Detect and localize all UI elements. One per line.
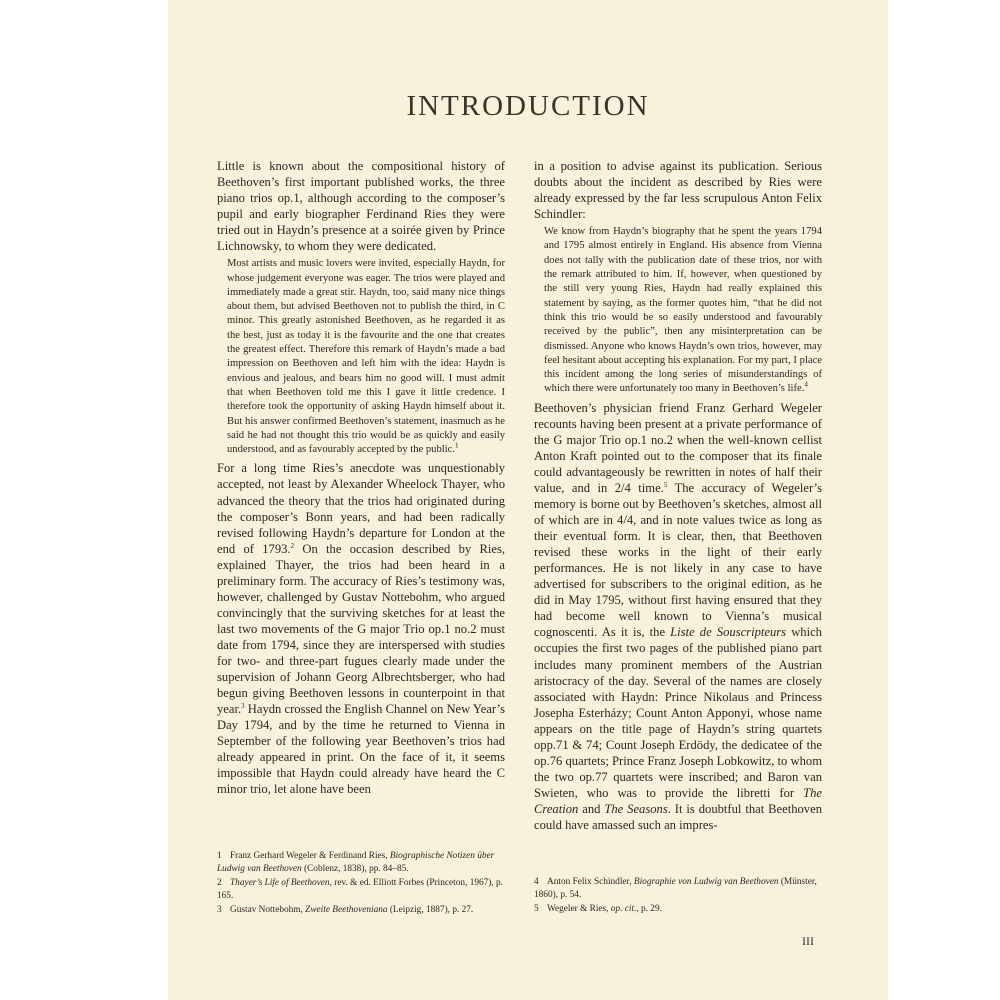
footnote-number: 3 — [217, 905, 222, 915]
quote-text: Most artists and music lovers were invited, especially Haydn, for whose judgement everyone was eager. The trios were played and immediately made a great stir. Haydn, too, said many nice things about them, but advised Beethoven not to publish the third, in C minor. This greatly astonished Beethoven, as he regarded it as the best, just as today it is the favourite and the one that creates the greatest effect. Therefore this remark of Haydn’s made a bad impression on Beethoven and left him with the idea: Haydn is envious and jealous, and bears him no good will. I must admit that when Beethoven told me this I gave it little credence. I therefore took the opportunity of asking Haydn himself about it. But his answer confirmed Beethoven’s statement, inasmuch as he said he had not thought this trio would be as quickly and easily understood, and as favourably accepted by the public. — [227, 258, 505, 456]
footnote-number: 4 — [534, 877, 539, 887]
footnote-text: (Münster, 1860), p. 54. — [534, 877, 817, 900]
footnote-number: 2 — [217, 878, 222, 888]
footnote-title: op. cit. — [610, 904, 637, 914]
footnote-text: , rev. & ed. Elliott Forbes (Princeton, 1967), p. 165. — [217, 878, 504, 901]
footnote — [217, 877, 507, 903]
right-column — [534, 158, 822, 833]
block-quote — [227, 257, 505, 457]
book-page — [168, 0, 888, 1000]
italic-title: The Seasons — [604, 801, 668, 816]
footnote-text: Anton Felix Schindler, — [547, 877, 634, 887]
footnote-text: Wegeler & Ries, — [547, 904, 611, 914]
block-quote — [544, 225, 822, 397]
paragraph — [217, 460, 505, 797]
paragraph-text: Haydn crossed the English Channel on New Year’s Day 1794, and by the time he returned to Vienna in September of the following year Beethoven’s trios had already appeared in print. On the face of it, it seems impossible that Haydn could already have heard the C minor trio, let alone have been — [217, 702, 505, 797]
paragraph-text: On the occasion described by Ries, explained Thayer, the trios had been heard in a preliminary form. The accuracy of Ries’s testimony was, however, challenged by Gustav Nottebohm, who argued convincingly that the surviving sketches for at least the last two movements of the G major Trio op.1 no.2 must date from 1794, since they are interspersed with studies for two- and three-part fugues clearly made under the supervision of Johann Georg Albrechtsberger, who had begun giving Beethoven lessons in counterpoint in that year. — [217, 541, 505, 717]
left-column — [217, 158, 505, 797]
footnote — [534, 903, 824, 916]
paragraph: Little is known about the compositional history of Beethoven’s first important published works, the three piano trios op.1, although according to the composer’s pupil and early biographer Ferdinand Ries they were tried out in Haydn’s presence at a soirée given by Prince Lichnowsky, to whom they were dedicated. — [217, 159, 505, 254]
footnotes-left — [217, 850, 507, 918]
footnote — [534, 876, 824, 902]
footnote — [217, 850, 507, 876]
page-title: INTRODUCTION — [406, 90, 650, 122]
footnote-text: (Leipzig, 1887), p. 27. — [387, 905, 474, 915]
footnote-text: (Coblenz, 1838), pp. 84–85. — [301, 864, 409, 874]
paragraph — [534, 400, 822, 833]
paragraph-text: . It is doubtful that Beethoven could have amassed such an impres- — [534, 801, 822, 832]
footnote-ref: 4 — [804, 380, 808, 389]
footnote-text: , p. 29. — [636, 904, 662, 914]
footnote-ref: 1 — [454, 441, 459, 450]
footnote-text: Franz Gerhard Wegeler & Ferdinand Ries, — [230, 851, 390, 861]
paragraph-text: For a long time Ries’s anecdote was unquestionably accepted, not least by Alexander Wheelock Thayer, who advanced the theory that the trios had originated during the composer’s Bonn years, and had been radically revised following Haydn’s departure for London at the end of 1793. — [217, 461, 505, 556]
page-number: III — [802, 934, 814, 948]
paragraph: in a position to advise against its publication. Serious doubts about the incident as described by Ries were already expressed by the far less scrupulous Anton Felix Schindler: — [534, 159, 822, 222]
footnote-text: Gustav Nottebohm, — [230, 905, 306, 915]
footnote-ref: 3 — [241, 701, 245, 710]
footnote-title: Biographie von Ludwig van Beethoven — [633, 877, 779, 887]
footnote-title: Biographische Notizen über Ludwig van Beethoven — [217, 851, 495, 874]
footnote-number: 5 — [534, 904, 539, 914]
paragraph-text: Beethoven’s physician friend Franz Gerhard Wegeler recounts having been present at a private performance of the G major Trio op.1 no.2 when the well-known cellist Anton Kraft pointed out to the composer that its finale could advantageously be rewritten in notes of half their value, and in 2/4 time. — [534, 400, 822, 495]
footnote-title: Thayer’s Life of Beethoven — [230, 878, 330, 888]
footnote-ref: 5 — [663, 480, 668, 489]
quote-text: We know from Haydn’s biography that he spent the years 1794 and 1795 almost entirely in England. His absence from Vienna does not tally with the publication date of these trios, nor with the remark attributed to him. If, however, when questioned by the still very young Ries, Haydn had really explained this statement by saying, as the former quotes him, “that he did not think this trio would be so easily understood and favourably received by the public”, then any misinterpretation can be dismissed. Anyone who knows Haydn’s own trios, however, may feel hesitant about accepting his explanation. For my part, I place this incident among the long series of misunderstandings of which there were unfortunately too many in Beethoven’s life. — [544, 226, 822, 395]
footnote — [217, 904, 507, 917]
paragraph-text: and — [578, 801, 605, 816]
italic-title: The Creation — [534, 785, 822, 816]
footnote-number: 1 — [217, 851, 222, 861]
paragraph-text: which occupies the first two pages of the published piano part includes many prominent members of the Austrian aristocracy of the day. Several of the names are closely associated with Haydn: Prince Nikolaus and Princess Josepha Esterházy; Count Anton Apponyi, whose name appears on the title page of Haydn’s string quartets opp.71 & 74; Count Joseph Erdödy, the dedicatee of the op.76 quartets; Prince Franz Joseph Lobkowitz, to whom the two op.77 quartets were inscribed; and Baron van Swieten, who was to provide the libretti for — [534, 625, 822, 800]
footnote-ref: 2 — [290, 541, 295, 550]
paragraph-text: The accuracy of Wegeler’s memory is borne out by Beethoven’s sketches, almost all of which are in 4/4, and in note values twice as long as their eventual form. It is clear, then, that Beethoven revised these works in the light of their early performances. He is not likely in any case to have advertised for subscribers to the original edition, as he did in May 1795, without first having ensured that they had become well known to Vienna’s musical cognoscenti. As it is, the — [534, 480, 823, 640]
footnotes-right — [534, 876, 824, 917]
footnote-title: Zweite Beethoveniana — [305, 905, 388, 915]
italic-title: Liste de Souscripteurs — [670, 625, 787, 640]
